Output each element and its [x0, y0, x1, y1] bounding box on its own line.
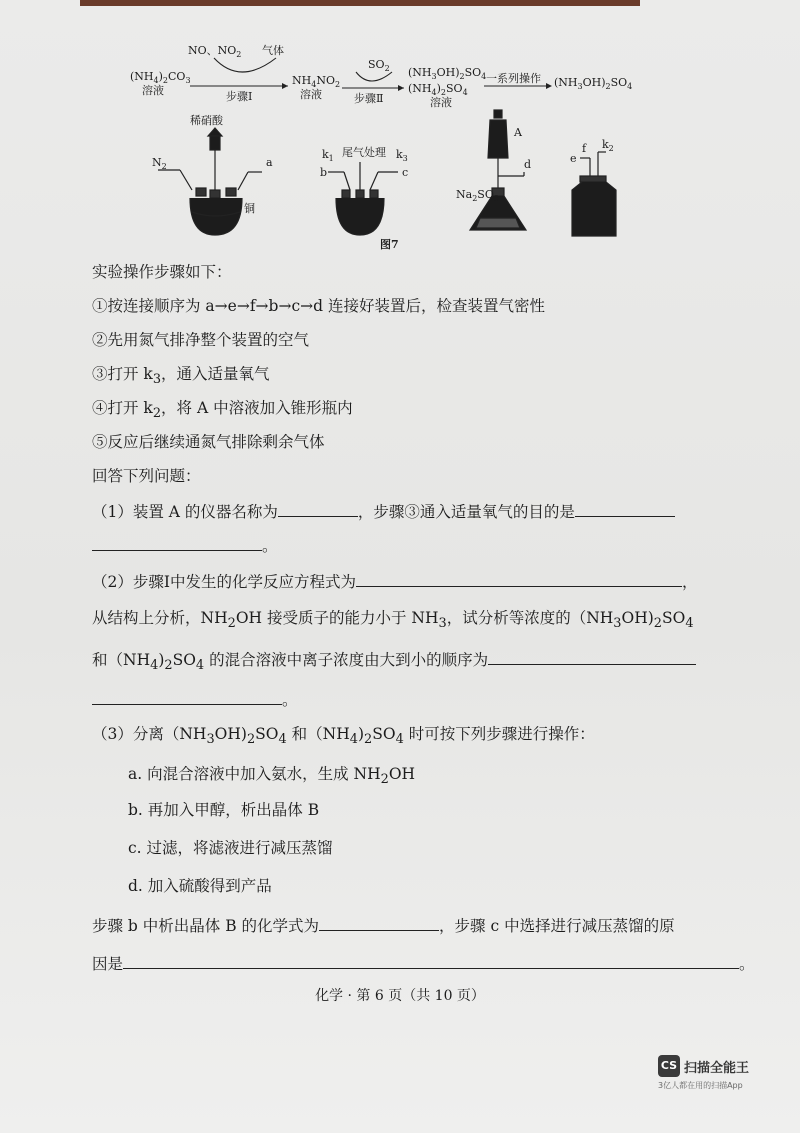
figure-label: 图7 [380, 238, 399, 251]
label-a: a [266, 156, 273, 169]
question-2-cont: 。 [92, 688, 298, 710]
scanner-watermark [658, 1055, 778, 1091]
label-tail-gas: 尾气处理 [342, 146, 386, 159]
page-top-edge [80, 0, 640, 6]
question-1: （1）装置 A 的仪器名称为 ，步骤③通入适量氧气的目的是 [92, 500, 675, 522]
apparatus-1 [158, 128, 262, 235]
flow-mid: $NH_4NO_2$ [292, 74, 341, 89]
label-copper: 铜 [244, 202, 255, 215]
answer-blank[interactable] [92, 688, 282, 705]
question-3-reason: 因是 。 [92, 952, 755, 974]
answer-heading: 回答下列问题： [92, 467, 201, 485]
flow-r1-out: 气体 [262, 44, 284, 57]
flow-r2-in: $SO_2$ [368, 58, 390, 73]
question-2-order: 和$(NH_4)_2SO_4$ 的混合溶液中离子浓度由大到小的顺序为 [92, 648, 696, 676]
label-na2so3: $Na_2SO_3$ [456, 188, 499, 203]
question-3-step-c: c. 过滤，将滤液进行减压蒸馏 [128, 839, 333, 857]
flow-mid-sol: 溶液 [300, 88, 322, 101]
question-3: （3）分离$(NH_3OH)_2SO_4$ 和$(NH_4)_2SO_4$ 时可按下列步骤进行操作： [92, 725, 595, 748]
watermark-name: 扫描全能王 [684, 1060, 750, 1076]
flow-product-sol: 溶液 [430, 96, 452, 109]
label-k1: $k_1$ [322, 148, 334, 163]
answer-blank[interactable] [356, 570, 682, 587]
flow-arrowhead-3 [546, 83, 552, 89]
flow-product-2: $(NH_4)_2SO_4$ [408, 82, 468, 97]
label-n2: $N_2$ [152, 156, 167, 171]
flow-r1-in: NO、$NO_2$ [188, 44, 242, 59]
step-5: ⑤反应后继续通氮气排除剩余气体 [92, 433, 325, 451]
figure-7 [130, 40, 690, 255]
answer-blank[interactable] [123, 952, 739, 969]
flow-start: $(NH_4)_2CO_3$ [130, 70, 191, 85]
answer-blank[interactable] [319, 914, 439, 931]
label-b: b [320, 166, 328, 179]
label-A: A [514, 126, 522, 139]
apparatus-2 [328, 162, 398, 235]
label-k2: $k_2$ [602, 138, 614, 153]
flow-start-sol: 溶液 [142, 84, 164, 97]
flow-curve-1 [214, 58, 276, 72]
flow-product-1: $(NH_3OH)_2SO_4$ [408, 66, 487, 81]
camscanner-logo-icon: CS [658, 1055, 680, 1077]
label-c: c [402, 166, 409, 179]
flow-final: $(NH_3OH)_2SO_4$ [554, 76, 633, 91]
label-f: f [582, 142, 587, 155]
answer-blank[interactable] [278, 500, 358, 517]
question-3-crystal: 步骤 b 中析出晶体 B 的化学式为 ，步骤 c 中选择进行减压蒸馏的原 [92, 914, 675, 936]
question-2-structure: 从结构上分析，$NH_2OH$ 接受质子的能力小于 $NH_3$，试分析等浓度的$(NH_3OH)_2SO_4$ [92, 609, 694, 632]
flow-arrowhead-2 [398, 85, 404, 91]
step-4: ④打开 $k_2$，将 A 中溶液加入锥形瓶内 [92, 399, 353, 422]
answer-blank[interactable] [575, 500, 675, 517]
flow-step-2: 步骤Ⅱ [354, 92, 384, 105]
question-2: （2）步骤Ⅰ中发生的化学反应方程式为 ， [92, 570, 698, 592]
question-3-step-a: a. 向混合溶液中加入氨水，生成 $NH_2OH$ [128, 765, 416, 788]
intro-line: 实验操作步骤如下： [92, 263, 232, 281]
step-1: ①按连接顺序为 a→e→f→b→c→d 连接好装置后，检查装置气密性 [92, 297, 545, 315]
apparatus-4 [572, 152, 616, 236]
label-d: d [524, 158, 532, 171]
flow-ops: 一系列操作 [486, 72, 541, 85]
flow-curve-2 [356, 72, 392, 81]
question-3-step-b: b. 再加入甲醇，析出晶体 B [128, 801, 320, 819]
step-2: ②先用氮气排净整个装置的空气 [92, 331, 310, 349]
flow-arrowhead-1 [282, 83, 288, 89]
flow-step-1: 步骤Ⅰ [226, 90, 253, 103]
question-1-cont: 。 [92, 534, 278, 556]
label-e: e [570, 152, 577, 165]
watermark-subtitle: 3亿人都在用的扫描App [658, 1081, 743, 1090]
figure-7-drawing [130, 40, 690, 255]
answer-blank[interactable] [488, 648, 696, 665]
answer-blank[interactable] [92, 534, 262, 551]
question-3-step-d: d. 加入硫酸得到产品 [128, 877, 272, 895]
step-3: ③打开 $k_3$，通入适量氧气 [92, 365, 270, 388]
label-k3: $k_3$ [396, 148, 408, 163]
page-footer: 化学 · 第 6 页（共 10 页） [315, 988, 485, 1004]
label-acid: 稀硝酸 [190, 114, 223, 127]
